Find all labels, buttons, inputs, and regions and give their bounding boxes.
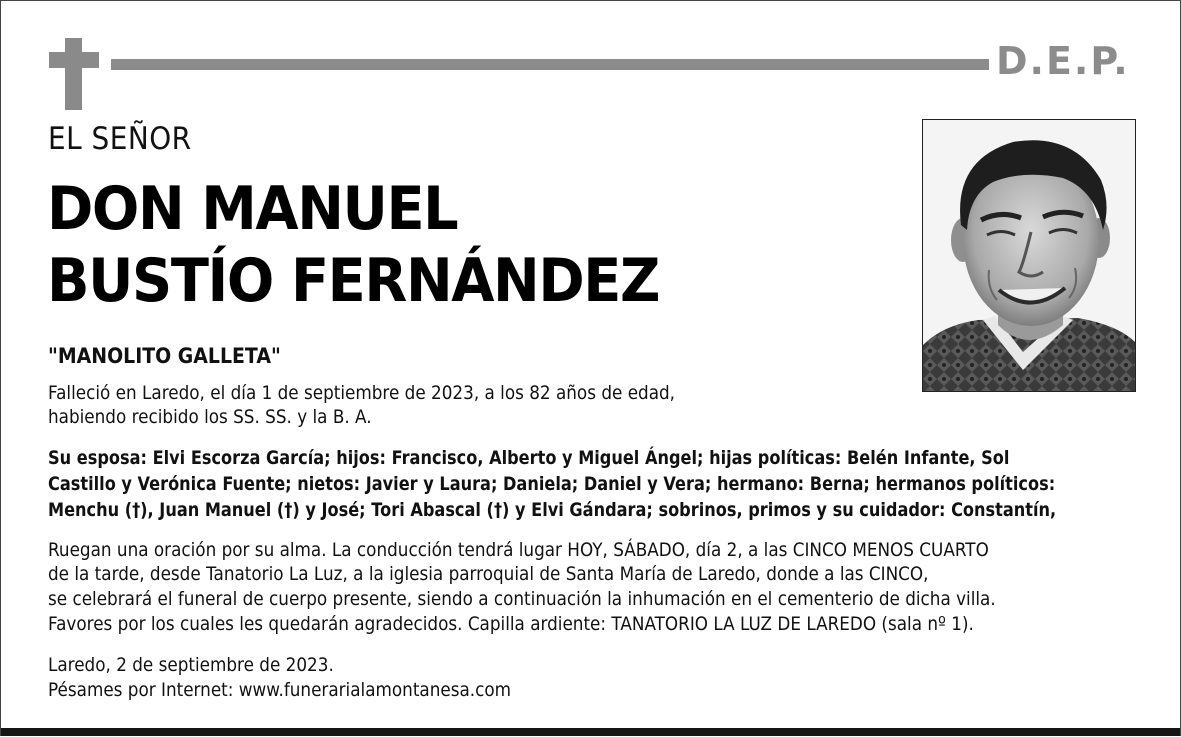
- service-line: de la tarde, desde Tanatorio La Luz, a la iglesia parroquial de Santa María de Laredo, donde a las CINCO,: [48, 563, 929, 585]
- deceased-name: [47, 173, 659, 317]
- service-line: Favores por los cuales les quedarán agradecidos. Capilla ardiente: TANATORIO LA LUZ DE LAREDO (sala nº 1).: [48, 613, 974, 635]
- place-date: Laredo, 2 de septiembre de 2023.: [48, 654, 334, 676]
- service-line: Ruegan una oración por su alma. La conducción tendrá lugar HOY, SÁBADO, día 2, a las CINCO MENOS CUARTO: [48, 539, 989, 561]
- dep-label: D.E.P.: [996, 39, 1130, 83]
- name-line-1: DON MANUEL: [47, 174, 458, 244]
- family-line: Menchu (†), Juan Manuel (†) y José; Tori Abascal (†) y Elvi Gándara; sobrinos, primos y su cuidador: Constantín,: [48, 499, 1057, 521]
- header-rule: [111, 59, 989, 70]
- nickname: "MANOLITO GALLETA": [48, 344, 281, 368]
- death-info-line: Falleció en Laredo, el día 1 de septiembre de 2023, a los 82 años de edad,: [48, 382, 676, 404]
- bottom-bar: [1, 728, 1180, 736]
- death-info-line: habiendo recibido los SS. SS. y la B. A.: [48, 406, 372, 428]
- name-line-2: BUSTÍO FERNÁNDEZ: [47, 246, 660, 316]
- family-line: Castillo y Verónica Fuente; nietos: Javier y Laura; Daniela; Daniel y Vera; hermano: Berna; hermanos políticos:: [48, 473, 1056, 495]
- condolences-line: Pésames por Internet: www.funerarialamontanesa.com: [48, 679, 512, 701]
- portrait-photo: [922, 119, 1136, 392]
- family-line: Su esposa: Elvi Escorza García; hijos: Francisco, Alberto y Miguel Ángel; hijas políticas: Belén Infante, Sol: [48, 447, 1010, 469]
- honorific: EL SEÑOR: [48, 121, 192, 157]
- service-line: se celebrará el funeral de cuerpo presente, siendo a continuación la inhumación en el cementerio de dicha villa.: [48, 588, 996, 610]
